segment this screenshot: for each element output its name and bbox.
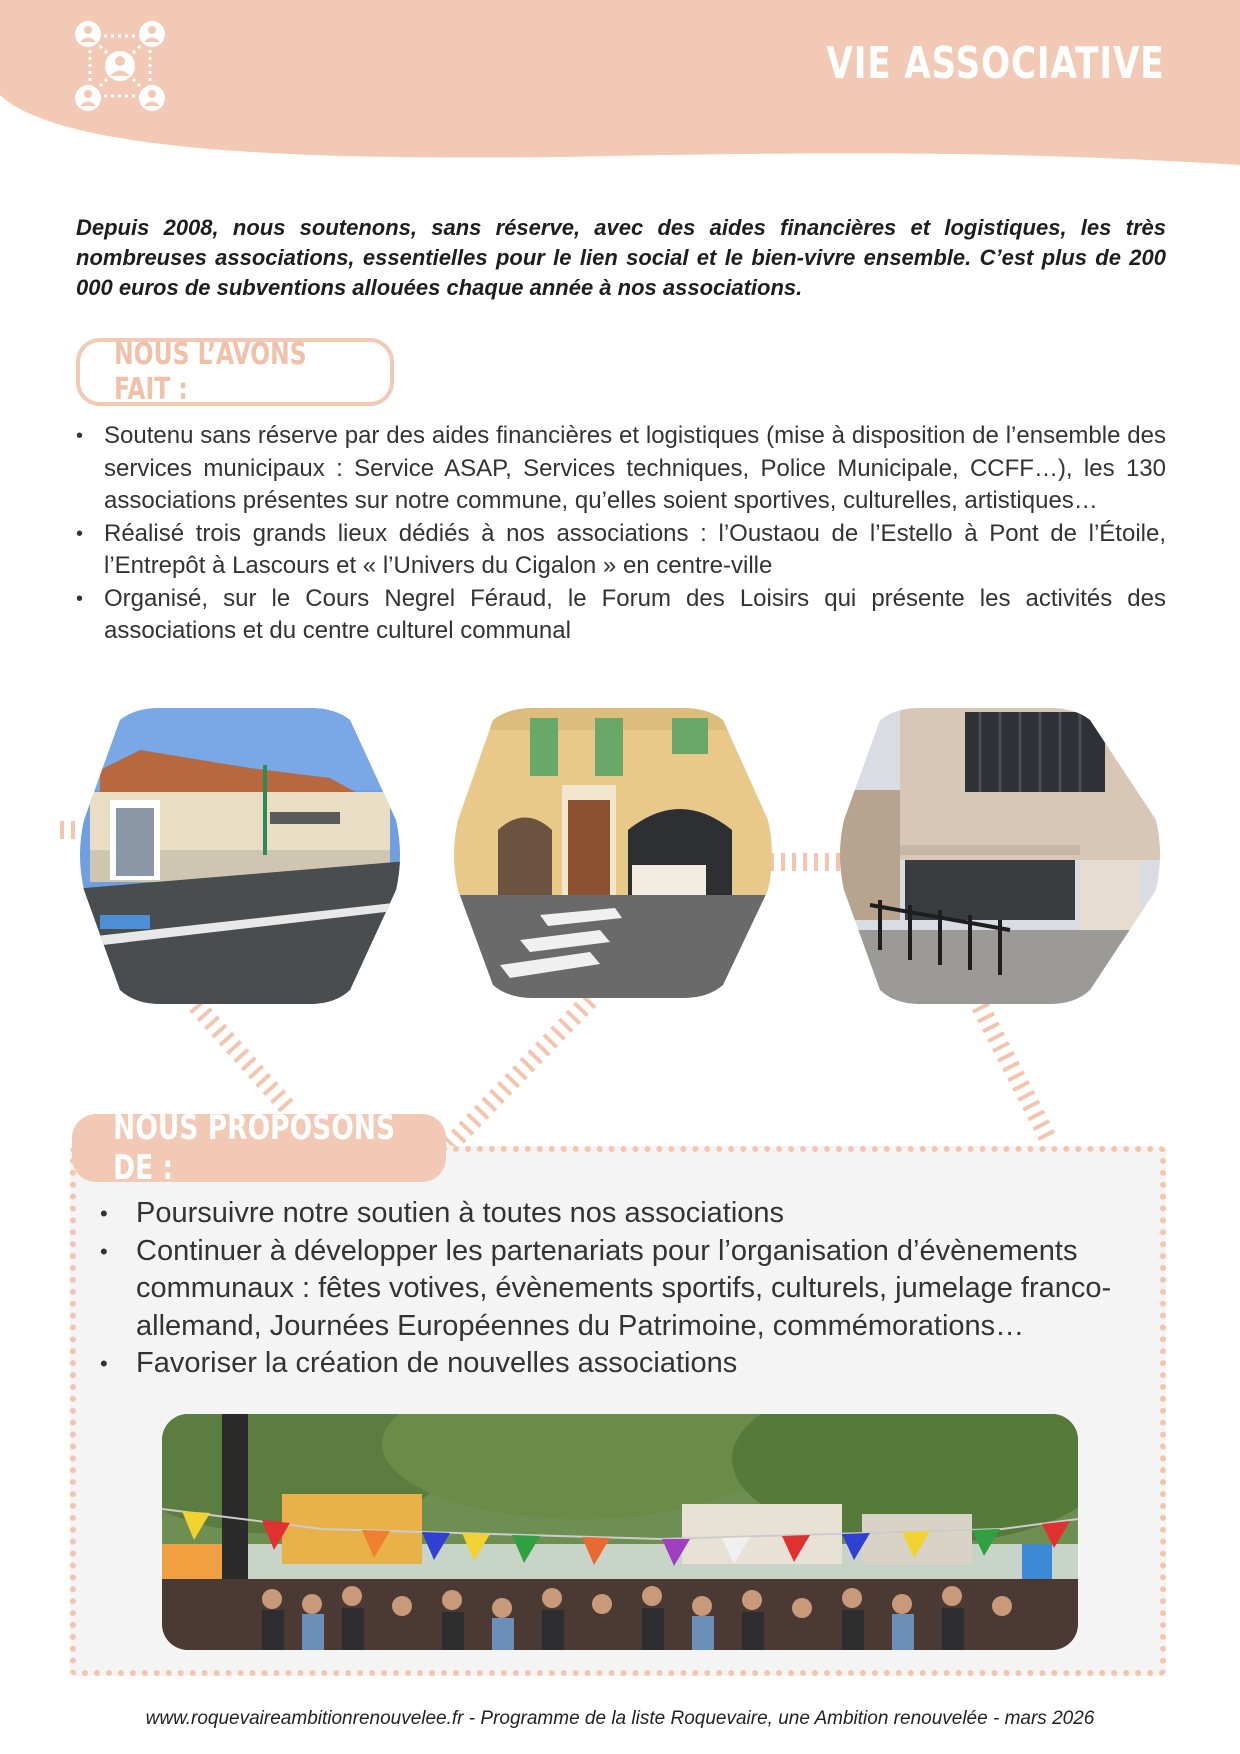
list-item: • Favoriser la création de nouvelles associations <box>100 1345 1140 1383</box>
list-item: • Poursuivre notre soutien à toutes nos associations <box>100 1195 1140 1233</box>
proposals-list <box>100 1195 1140 1383</box>
list-item: • Organisé, sur le Cours Negrel Féraud, le Forum des Loisirs qui présente les activités des associations et du centre culturel communal <box>76 583 1166 648</box>
done-list <box>76 420 1166 648</box>
proposals-heading <box>72 1108 446 1188</box>
proposals-heading-label: NOUS PROPOSONS DE : <box>113 1108 396 1188</box>
photo-oustaou-estello <box>60 700 420 1020</box>
photo-univers-cigalon <box>830 700 1170 1020</box>
photo-forum-loisirs <box>162 1414 1078 1650</box>
section-title: VIE ASSOCIATIVE <box>825 38 1164 89</box>
footer-text: www.roquevaireambitionrenouvelee.fr - Programme de la liste Roquevaire, une Ambition renouvelée - mars 2026 <box>145 1708 1095 1729</box>
done-heading <box>76 338 394 406</box>
connector-line <box>980 1006 1050 1142</box>
list-item: • Soutenu sans réserve par des aides financières et logistiques (mise à disposition de l’ensemble des services municipaux : Service ASAP, Services techniques, Police Municipale, CCFF…), les 130 associations présentes sur notre commune, qu’elles soient sportives, culturelles, artistiques… <box>76 420 1166 518</box>
done-heading-label: NOUS L’AVONS FAIT : <box>114 337 307 407</box>
photo-entrepot-lascours <box>440 700 780 1020</box>
list-item: • Continuer à développer les partenariats pour l’organisation d’évènements communaux : fêtes votives, évènements sportifs, culturels, jumelage franco-allemand, Journées Européennes du Patrimoine, commémorations… <box>100 1233 1140 1346</box>
connector-line <box>196 1005 290 1110</box>
list-item: • Réalisé trois grands lieux dédiés à nos associations : l’Oustaou de l’Estello à Pont de l’Étoile, l’Entrepôt à Lascours et « l’Univers du Cigalon » en centre-ville <box>76 518 1166 583</box>
intro-paragraph: Depuis 2008, nous soutenons, sans réserve, avec des aides financières et logistiques, les très nombreuses associations, essentielles pour le lien social et le bien-vivre ensemble. C’est plus de 200 000 euros de subventions allouées chaque année à nos associations. <box>76 215 1166 300</box>
connector-line <box>450 1000 590 1145</box>
photo-gallery <box>0 700 1240 1170</box>
people-network-icon <box>72 18 168 114</box>
